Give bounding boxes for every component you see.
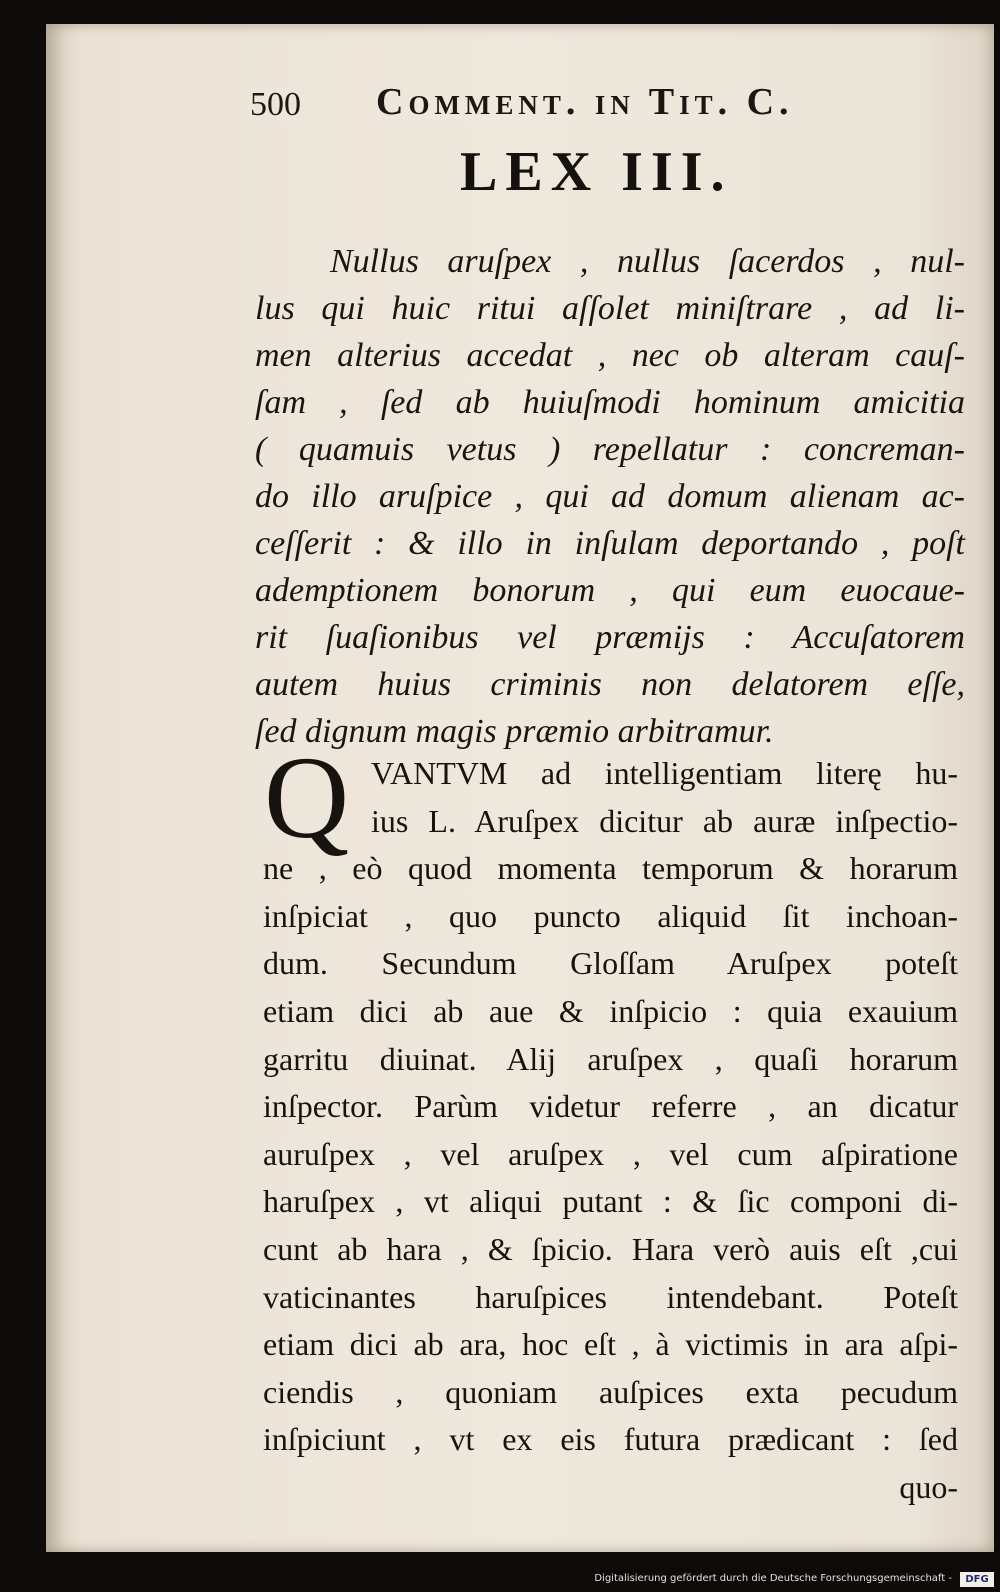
commentary-line: ius L. Aruſpex dicitur ab auræ inſpectio- xyxy=(371,802,958,839)
statute-line: ſam , ſed ab huiuſmodi hominum amicitia xyxy=(255,384,965,421)
commentary-line: vaticinantes haruſpices intendebant. Poteſt xyxy=(263,1278,958,1315)
commentary-line: etiam dici ab aue & inſpicio : quia exauium xyxy=(263,992,958,1029)
drop-capital: Q xyxy=(264,732,350,863)
commentary-line: cunt ab hara , & ſpicio. Hara verò auis eſt ,cui xyxy=(263,1230,958,1267)
statute-line: rit ſuaſionibus vel præmijs : Accuſatorem xyxy=(255,619,965,656)
commentary-line: etiam dici ab ara, hoc eſt , à victimis in ara aſpi- xyxy=(263,1326,958,1363)
statute-line: ( quamuis vetus ) repellatur : concreman- xyxy=(255,431,965,468)
commentary-line: inſpector. Parùm videtur referre , an dicatur xyxy=(263,1088,958,1125)
commentary-line: ne , eò quod momenta temporum & horarum xyxy=(263,850,958,887)
running-title: Comment. in Tit. C. xyxy=(376,81,794,123)
commentary-line: auruſpex , vel aruſpex , vel cum aſpiratione xyxy=(263,1135,958,1172)
dfg-logo: DFG xyxy=(960,1572,994,1587)
commentary-line: inſpiciunt , vt ex eis futura prædicant : ſed xyxy=(263,1421,958,1458)
commentary-line: dum. Secundum Gloſſam Aruſpex poteſt xyxy=(263,945,958,982)
commentary-line: garritu diuinat. Alij aruſpex , quaſi horarum xyxy=(263,1040,958,1077)
catchword: quo- xyxy=(899,1468,958,1505)
statute-line: ſed dignum magis præmio arbitramur. xyxy=(255,713,774,750)
running-header xyxy=(250,78,850,130)
statute-line: Nullus aruſpex , nullus ſacerdos , nul- xyxy=(330,243,965,280)
commentary-line: ciendis , quoniam auſpices exta pecudum xyxy=(263,1373,958,1410)
statute-line: men alterius accedat , nec ob alteram cauſ- xyxy=(255,337,965,374)
statute-line: ceſſerit : & illo in inſulam deportando , poſt xyxy=(255,525,965,562)
statute-text xyxy=(255,238,965,755)
statute-line: do illo aruſpice , qui ad domum alienam ac- xyxy=(255,478,965,515)
statute-line: ademptionem bonorum , qui eum euocaue- xyxy=(255,572,965,609)
statute-line: lus qui huic ritui aſſolet miniſtrare , ad li- xyxy=(255,290,965,327)
statute-line: autem huius criminis non delatorem eſſe, xyxy=(255,666,965,703)
commentary-line: inſpiciat , quo puncto aliquid ſit inchoan- xyxy=(263,897,958,934)
commentary-line: VANTVM ad intelligentiam literę hu- xyxy=(371,755,958,791)
commentary-text xyxy=(263,732,958,1512)
digitization-credit: Digitalisierung gefördert durch die Deutsche Forschungsgemeinschaft - xyxy=(594,1573,952,1584)
commentary-line: haruſpex , vt aliqui putant : & ſic componi di- xyxy=(263,1183,958,1220)
section-title: LEX III. xyxy=(460,141,733,203)
page-number: 500 xyxy=(250,86,301,123)
